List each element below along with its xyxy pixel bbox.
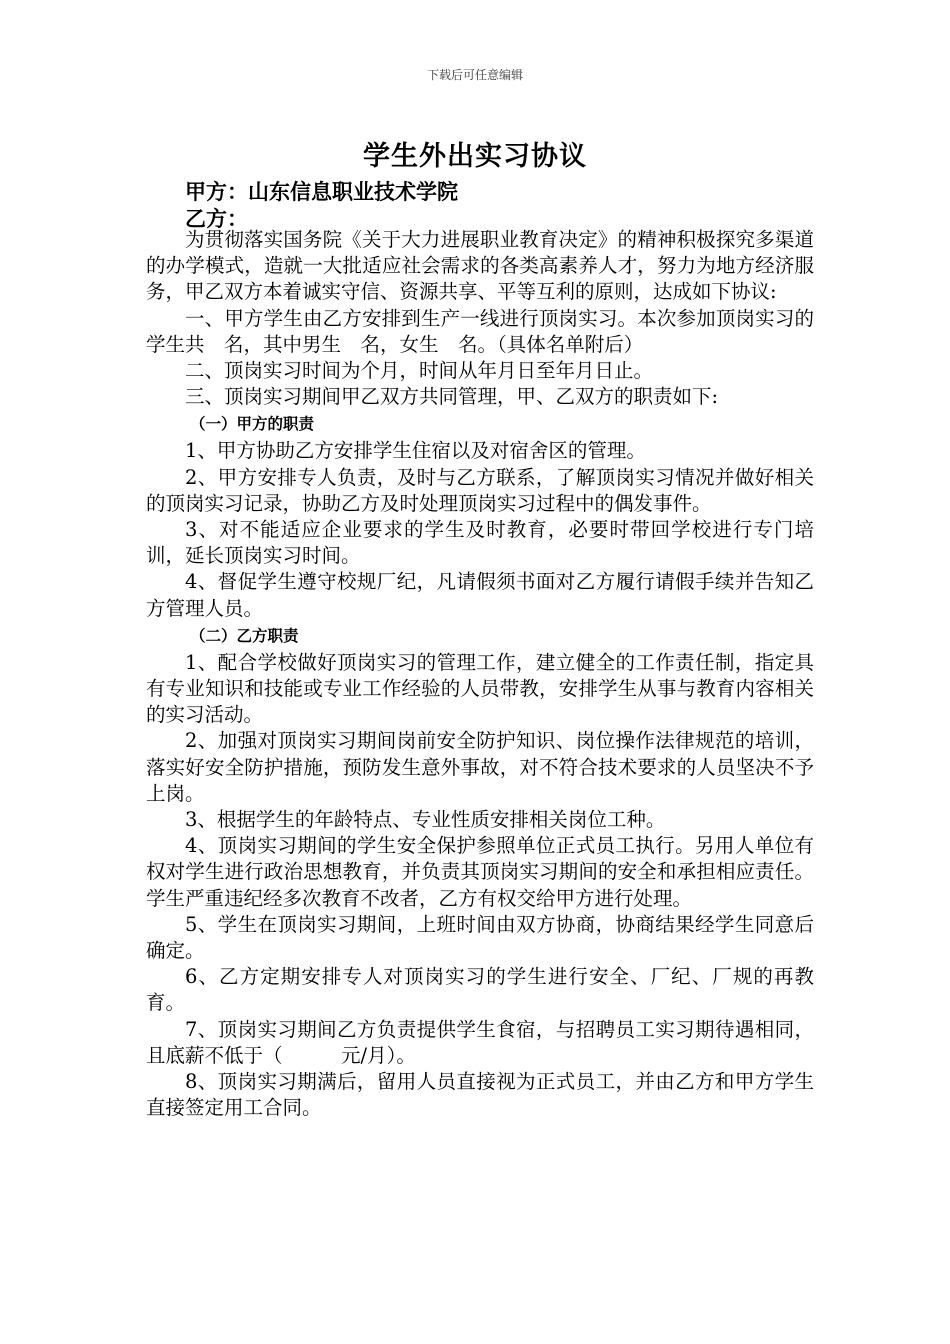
section-a-item: 4、督促学生遵守校规厂纪，凡请假须书面对乙方履行请假手续并告知乙方管理人员。 [146,570,814,620]
section-b-item: 4、顶岗实习期间的学生安全保护参照单位正式员工执行。另用人单位有权对学生进行政治思想教育，并负责其顶岗实习期间的安全和承担相应责任。学生严重违纪经多次教育不改者，乙方有权交给甲方进行处理。 [146,834,814,910]
party-a-line: 甲方：山东信息职业技术学院 [185,180,458,204]
section-b-item: 8、顶岗实习期满后，留用人员直接视为正式员工，并由乙方和甲方学生直接签定用工合同。 [146,1070,814,1120]
clause-2: 二、顶岗实习时间为个月，时间从年月日至年月日止。 [185,359,654,383]
section-b-item: 1、配合学校做好顶岗实习的管理工作，建立健全的工作责任制，指定具有专业知识和技能或专业工作经验的人员带教，安排学生从事与教育内容相关的实习活动。 [146,650,814,727]
section-a-item: 2、甲方安排专人负责，及时与乙方联系，了解顶岗实习情况并做好相关的顶岗实习记录，协助乙方及时处理顶岗实习过程中的偶发事件。 [146,465,814,515]
section-a-item: 3、对不能适应企业要求的学生及时教育，必要时带回学校进行专门培训，延长顶岗实习时间。 [146,518,814,568]
section-b-item: 2、加强对顶岗实习期间岗前安全防护知识、岗位操作法律规范的培训，落实好安全防护措施，预防发生意外事故，对不符合技术要求的人员坚决不予上岗。 [146,729,814,805]
section-b-item: 5、学生在顶岗实习期间，上班时间由双方协商，协商结果经学生同意后确定。 [146,912,814,963]
party-b-line: 乙方： [185,207,248,231]
clause-3: 三、顶岗实习期间甲乙双方共同管理，甲、乙双方的职责如下: [185,385,719,409]
section-b-item: 3、根据学生的年龄特点、专业性质安排相关岗位工种。 [185,808,666,832]
document-title: 学生外出实习协议 [363,141,587,172]
agreement-body [146,227,814,1122]
section-a-item: 1、甲方协助乙方安排学生住宿以及对宿舍区的管理。 [185,439,646,463]
clause-1: 一、甲方学生由乙方安排到生产一线进行顶岗实习。本次参加顶岗实习的学生共 名，其中男生 名，女生 名。（具体名单附后） [146,306,814,356]
section-a-heading: （一）甲方的职责 [190,415,315,434]
page-header-note: 下载后可任意编辑 [426,68,523,82]
section-b-item: 6、乙方定期安排专人对顶岗实习的学生进行安全、厂纪、厂规的再教育。 [146,965,814,1015]
section-b-item: 7、顶岗实习期间乙方负责提供学生食宿，与招聘员工实习期待遇相同，且底薪不低于（ 元/月）。 [146,1017,814,1067]
section-b-heading: （二）乙方职责 [190,626,299,645]
intro-paragraph: 为贯彻落实国务院《关于大力进展职业教育决定》的精神积极探究多渠道的办学模式，造就一大批适应社会需求的各类高素养人才，努力为地方经济服务，甲乙双方本着诚实守信、资源共享、平等互利的原则，达成如下协议: [146,228,814,304]
